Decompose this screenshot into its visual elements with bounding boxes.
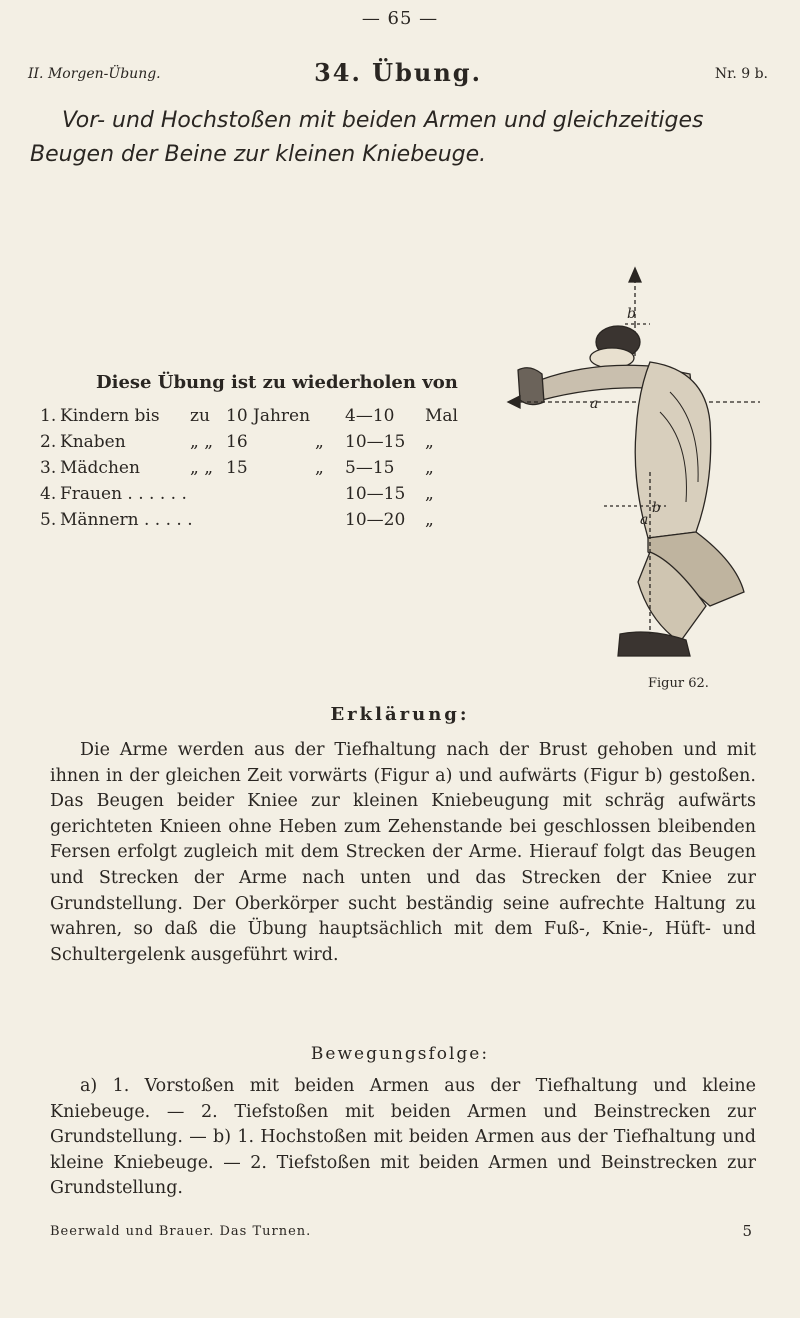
header-section: II. Morgen-Übung. bbox=[28, 66, 161, 82]
row-number: 4. bbox=[40, 484, 57, 504]
row-count: 10—15 bbox=[345, 484, 406, 504]
row-unit: „ bbox=[425, 484, 434, 504]
footer-sheet-number: 5 bbox=[742, 1222, 752, 1240]
row-count: 5—15 bbox=[345, 458, 395, 478]
sequence-heading: Bewegungsfolge: bbox=[310, 1044, 490, 1064]
header-number: Nr. 9 b. bbox=[714, 66, 768, 82]
list-item bbox=[40, 458, 460, 484]
repetition-list bbox=[40, 406, 460, 536]
exercise-title bbox=[30, 104, 762, 172]
list-item bbox=[40, 432, 460, 458]
row-count: 10—15 bbox=[345, 432, 406, 452]
list-item bbox=[40, 484, 460, 510]
sequence-paragraph: a) 1. Vorstoßen mit beiden Armen aus der Tiefhaltung und kleine Kniebeuge. — 2. Tiefstoßen mit beiden Armen und Beinstrecken zur Grundstellung. — b) 1. Hochstoßen mit beiden Armen aus der Tiefhaltung und kleine Kniebeuge. — 2. Tiefstoßen mit beiden Armen und Beinstrecken zur Grundstellung. bbox=[50, 1076, 756, 1199]
row-group: Kindern bis bbox=[60, 406, 160, 426]
row-number: 3. bbox=[40, 458, 57, 478]
row-mid2: „ bbox=[315, 432, 324, 452]
exercise-number: 34. Übung. bbox=[314, 58, 482, 87]
row-mid: zu bbox=[190, 406, 210, 426]
row-group: Männern . . . . . bbox=[60, 510, 193, 530]
row-unit: „ bbox=[425, 510, 434, 530]
exercise-illustration bbox=[500, 262, 770, 662]
row-count: 10—20 bbox=[345, 510, 406, 530]
footer-signature: Beerwald und Brauer. Das Turnen. bbox=[50, 1224, 312, 1239]
title-line-1: Vor- und Hochstoßen mit beiden Armen und gleichzeitiges bbox=[62, 108, 704, 133]
arrow-up-head bbox=[629, 268, 641, 282]
label-a-bottom: a bbox=[640, 512, 649, 528]
explanation-heading: Erklärung: bbox=[330, 704, 470, 725]
list-item bbox=[40, 510, 460, 536]
row-mid2: „ bbox=[315, 458, 324, 478]
explanation-text bbox=[50, 738, 756, 968]
page-number: — 65 — bbox=[361, 8, 439, 29]
row-age: 15 bbox=[226, 458, 248, 478]
row-age: 16 bbox=[226, 432, 248, 452]
label-b-mid: b bbox=[652, 500, 661, 516]
label-a-left: a bbox=[590, 396, 599, 412]
row-age: 10 Jahren bbox=[226, 406, 311, 426]
row-number: 2. bbox=[40, 432, 57, 452]
row-unit: „ bbox=[425, 432, 434, 452]
row-group: Frauen . . . . . . bbox=[60, 484, 187, 504]
sequence-text bbox=[50, 1074, 756, 1202]
row-group: Mädchen bbox=[60, 458, 140, 478]
row-group: Knaben bbox=[60, 432, 126, 452]
repetition-heading: Diese Übung ist zu wiederholen von bbox=[96, 372, 458, 393]
row-mid: „ „ bbox=[190, 458, 214, 478]
figure-caption: Figur 62. bbox=[648, 676, 709, 691]
row-unit: „ bbox=[425, 458, 434, 478]
label-b-top: b bbox=[627, 306, 636, 322]
row-unit: Mal bbox=[425, 406, 458, 426]
row-number: 5. bbox=[40, 510, 57, 530]
running-header bbox=[28, 58, 768, 94]
title-line-2: Beugen der Beine zur kleinen Kniebeuge. bbox=[30, 142, 487, 167]
row-count: 4—10 bbox=[345, 406, 395, 426]
explanation-paragraph: Die Arme werden aus der Tiefhaltung nach der Brust gehoben und mit ihnen in der gleichen Zeit vorwärts (Figur a) und aufwärts (Figur b) gestoßen. Das Beugen beider Kniee zur kleinen Kniebeugung mit schräg aufwärts gerichteten Knieen ohne Heben zum Zehenstande bei geschlossen bleibenden Fersen erfolgt zugleich mit dem Strecken der Arme. Hierauf folgt das Beugen und Strecken der Arme nach unten und das Strecken der Kniee zur Grundstellung. Der Oberkörper sucht beständig seine aufrechte Haltung zu wahren, so daß die Übung hauptsächlich mit dem Fuß-, Knie-, Hüft- und Schultergelenk ausgeführt wird. bbox=[50, 740, 756, 965]
row-number: 1. bbox=[40, 406, 57, 426]
row-mid: „ „ bbox=[190, 432, 214, 452]
list-item bbox=[40, 406, 460, 432]
